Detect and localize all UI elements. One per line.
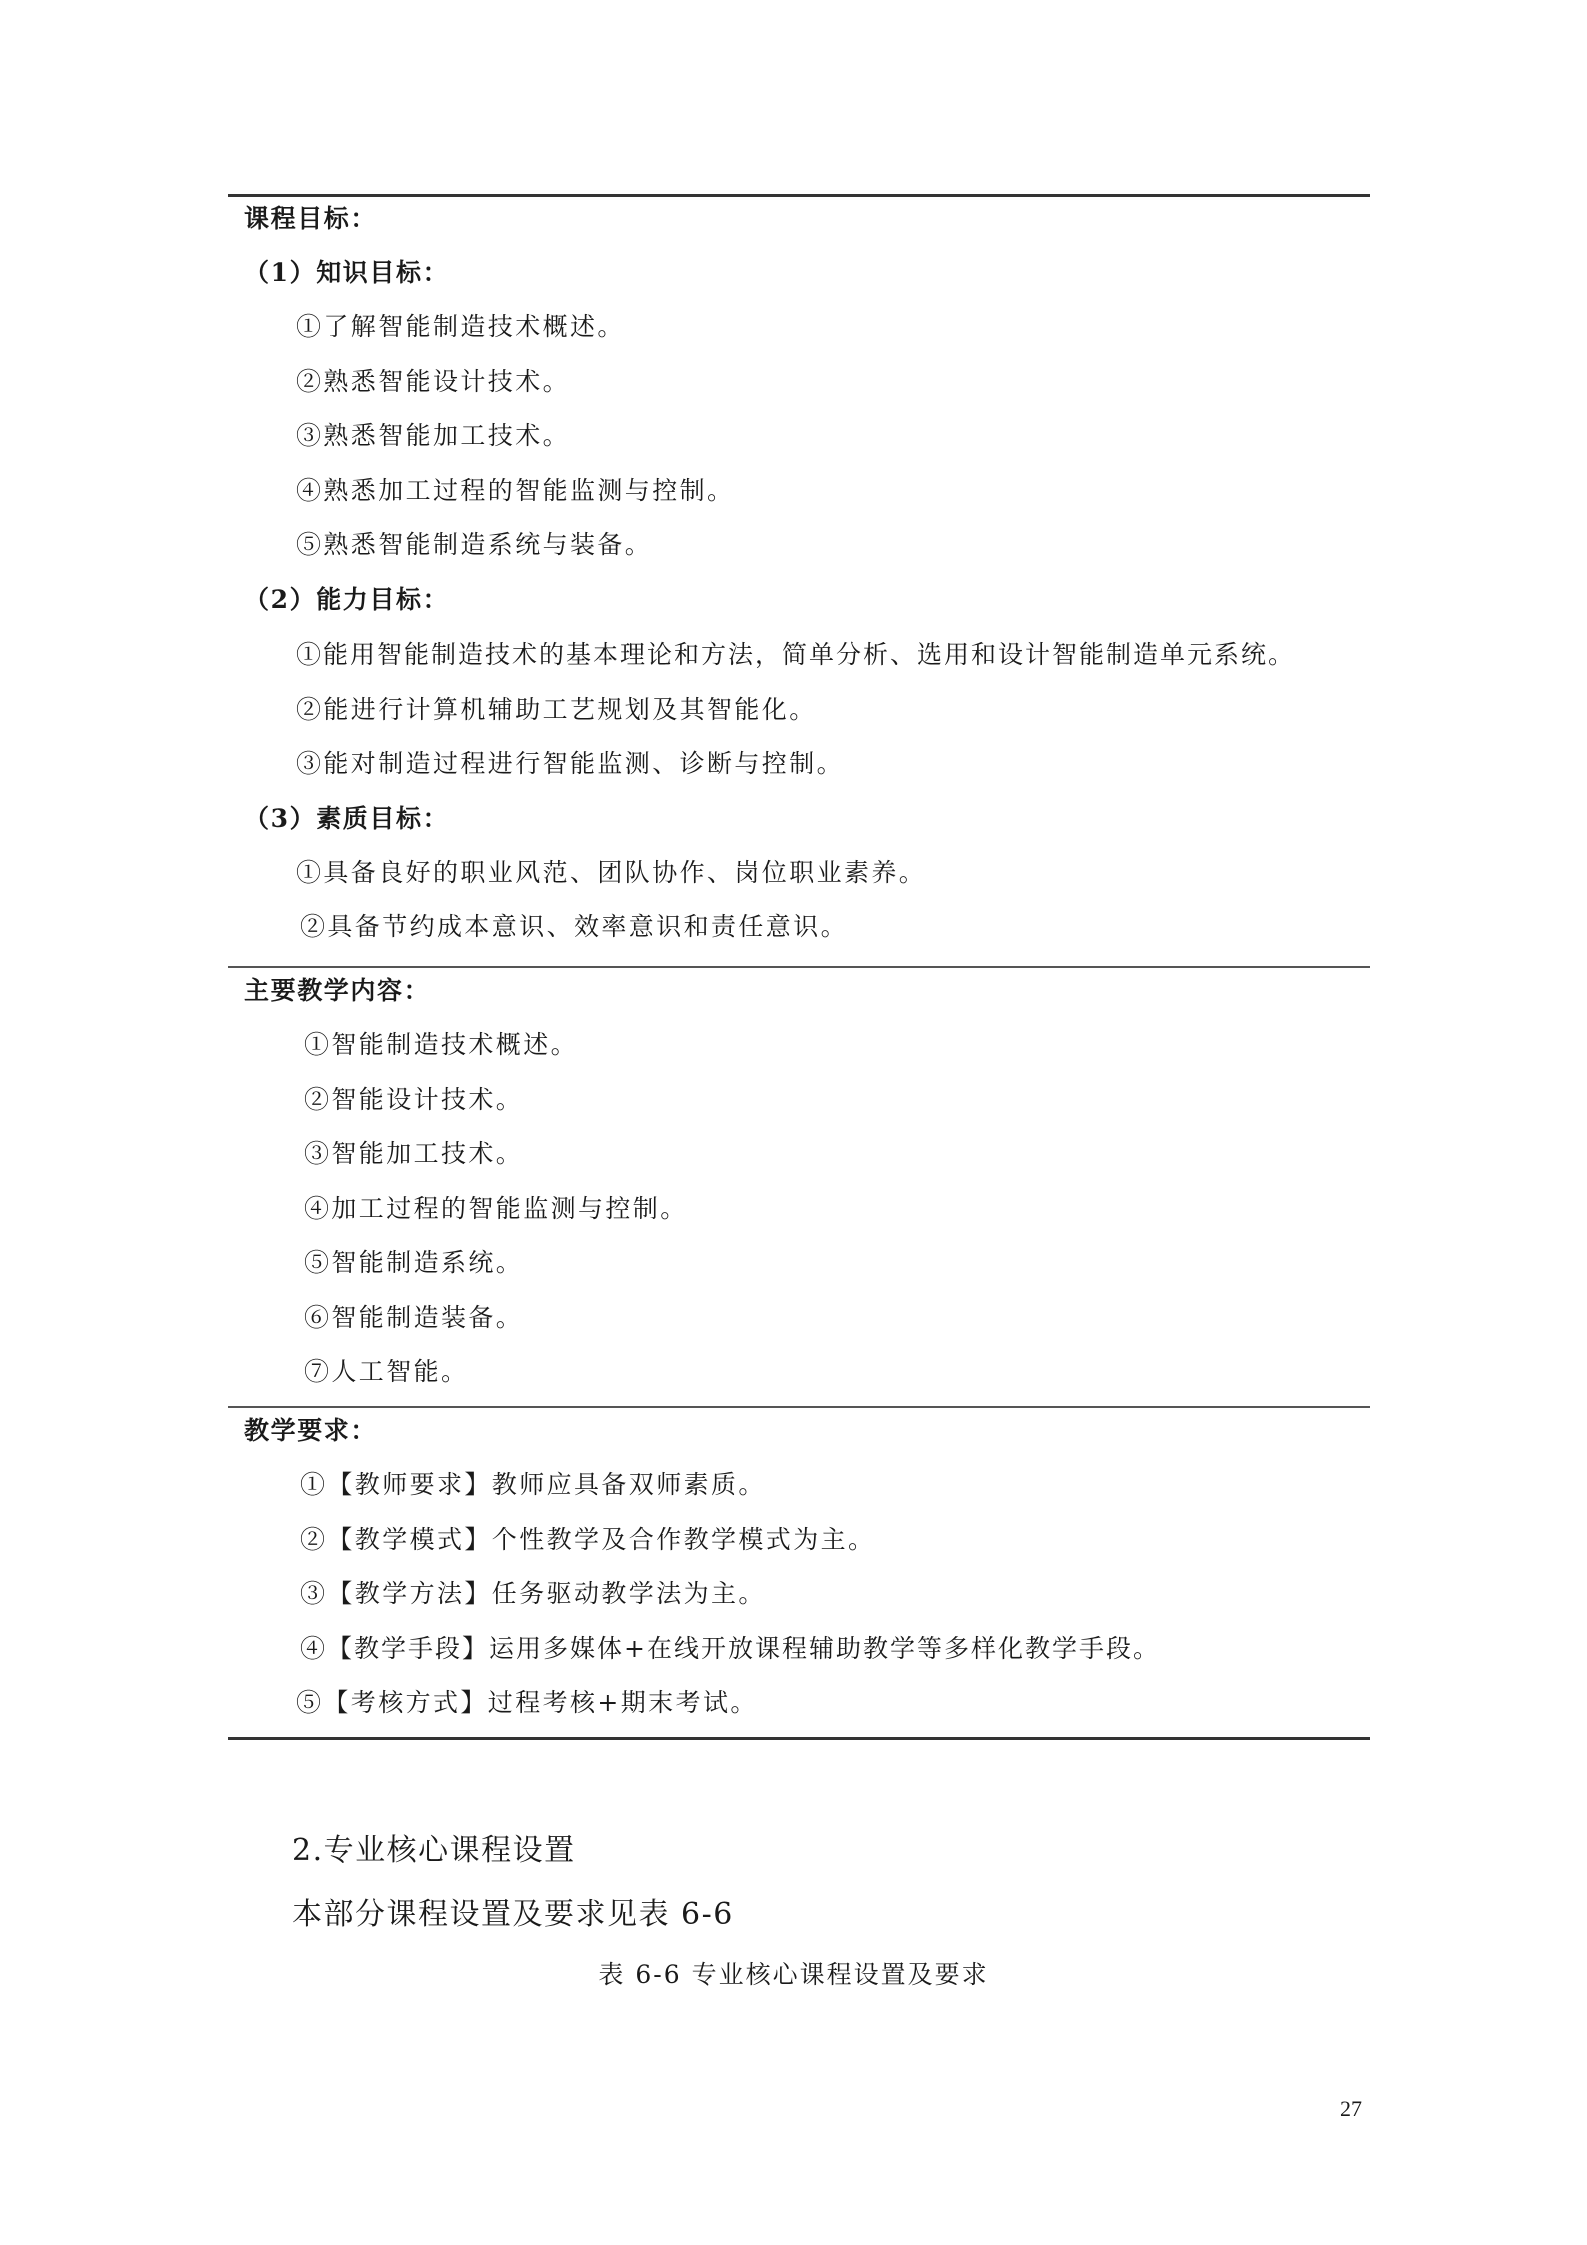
table-divider — [228, 966, 1370, 968]
content-item: ⑦人工智能。 — [304, 1357, 469, 1386]
section-intro: 本部分课程设置及要求见表 6-6 — [292, 1897, 734, 1932]
knowledge-goal-item: ⑤熟悉智能制造系统与装备。 — [296, 530, 653, 559]
table-divider — [228, 1406, 1370, 1408]
table-caption: 表 6-6 专业核心课程设置及要求 — [598, 1960, 989, 1989]
knowledge-goal-item: ④熟悉加工过程的智能监测与控制。 — [296, 476, 735, 505]
ability-goal-item: ①能用智能制造技术的基本理论和方法，简单分析、选用和设计智能制造单元系统。 — [296, 640, 1296, 669]
ability-goal-item: ③能对制造过程进行智能监测、诊断与控制。 — [296, 749, 845, 778]
knowledge-goal-item: ②熟悉智能设计技术。 — [296, 367, 571, 396]
requirement-item: ④【教学手段】运用多媒体+在线开放课程辅助教学等多样化教学手段。 — [300, 1634, 1160, 1663]
course-table — [228, 194, 1370, 1742]
content-item: ②智能设计技术。 — [304, 1085, 524, 1114]
knowledge-goal-item: ③熟悉智能加工技术。 — [296, 421, 571, 450]
section-title: 2.专业核心课程设置 — [292, 1833, 576, 1868]
page-number: 27 — [1340, 2096, 1362, 2121]
requirement-item: ⑤【考核方式】过程考核+期末考试。 — [296, 1688, 758, 1717]
quality-goal-item: ①具备良好的职业风范、团队协作、岗位职业素养。 — [296, 858, 927, 887]
content-item: ⑥智能制造装备。 — [304, 1303, 524, 1332]
table-top-rule — [228, 194, 1370, 197]
content-item: ⑤智能制造系统。 — [304, 1248, 524, 1277]
content-item: ④加工过程的智能监测与控制。 — [304, 1194, 688, 1223]
ability-goal-item: ②能进行计算机辅助工艺规划及其智能化。 — [296, 695, 817, 724]
quality-goal-item: ②具备节约成本意识、效率意识和责任意识。 — [300, 912, 849, 941]
content-heading: 主要教学内容： — [244, 976, 431, 1005]
requirement-item: ②【教学模式】个性教学及合作教学模式为主。 — [300, 1525, 876, 1554]
requirements-heading: 教学要求： — [244, 1416, 378, 1445]
requirement-item: ③【教学方法】任务驱动教学法为主。 — [300, 1579, 766, 1608]
content-item: ①智能制造技术概述。 — [304, 1030, 579, 1059]
knowledge-goals-heading: （1）知识目标： — [244, 258, 450, 287]
content-item: ③智能加工技术。 — [304, 1139, 524, 1168]
knowledge-goal-item: ①了解智能制造技术概述。 — [296, 312, 625, 341]
ability-goals-heading: （2）能力目标： — [244, 585, 450, 614]
goals-heading: 课程目标： — [244, 204, 378, 233]
quality-goals-heading: （3）素质目标： — [244, 804, 450, 833]
table-bottom-rule — [228, 1737, 1370, 1740]
requirement-item: ①【教师要求】教师应具备双师素质。 — [300, 1470, 766, 1499]
